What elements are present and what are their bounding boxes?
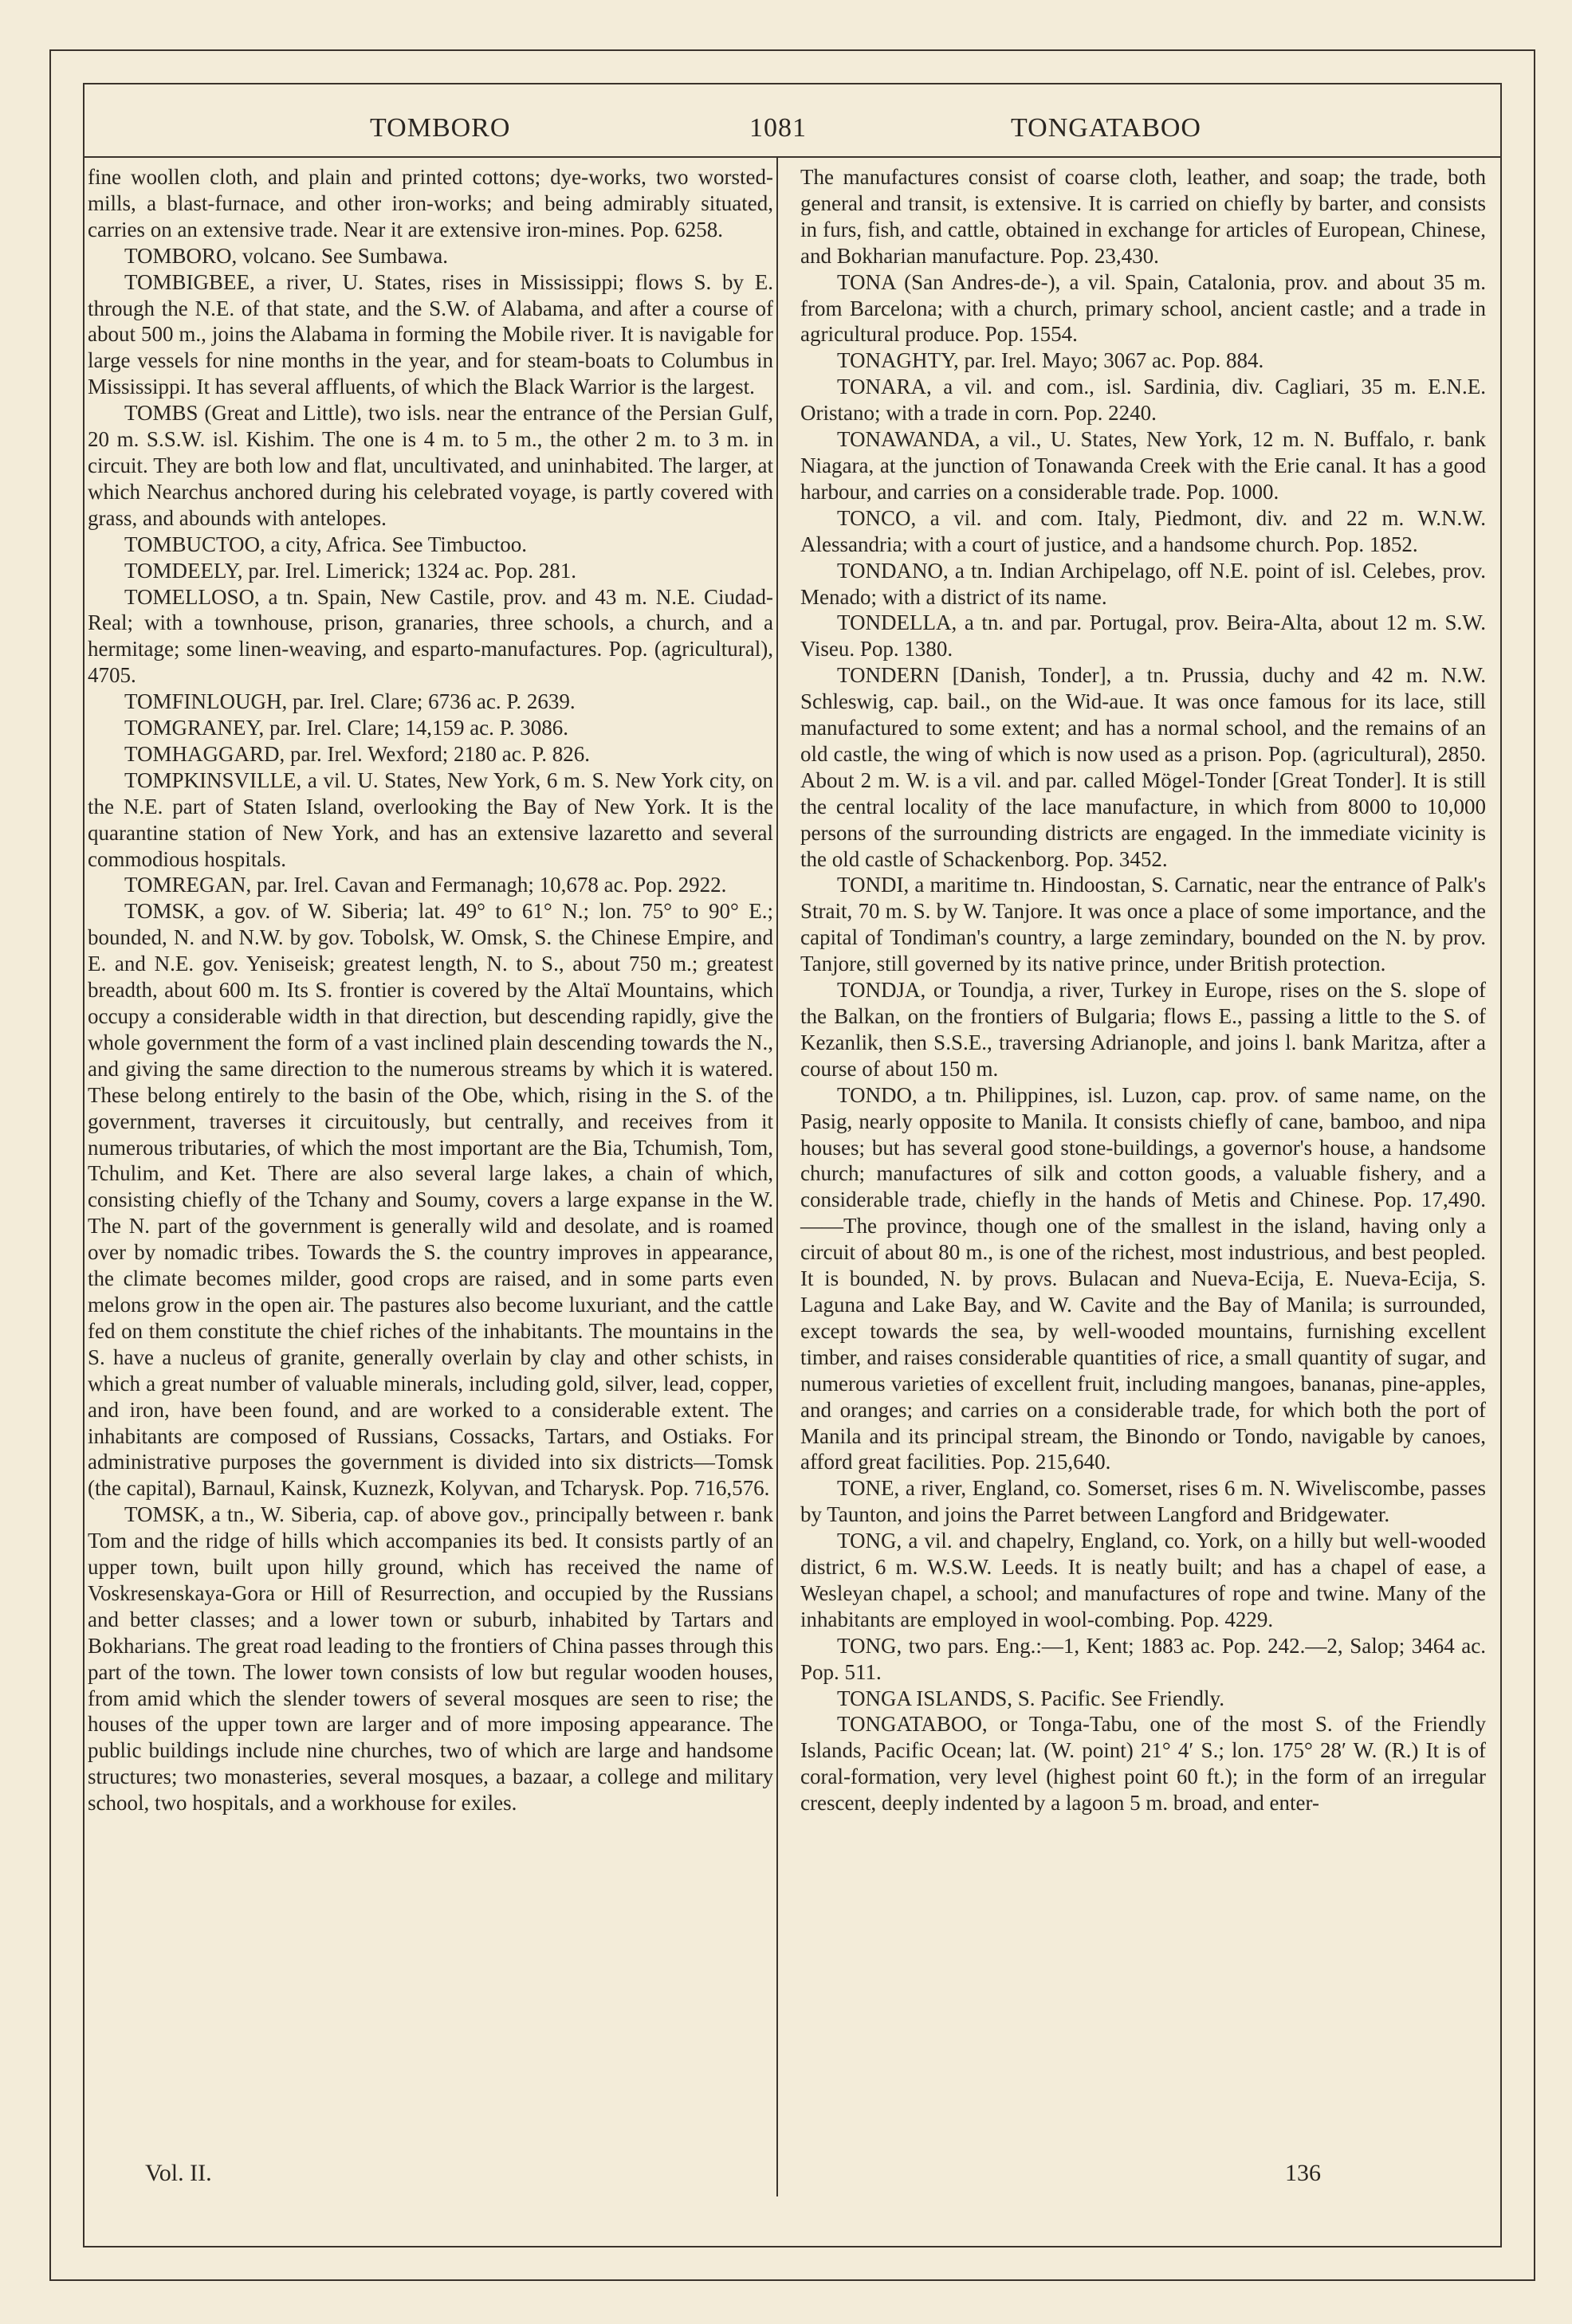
- left-column: [88, 164, 773, 1816]
- entry-paragraph: TONG, two pars. Eng.:—1, Kent; 1883 ac. Pop. 242.—2, Salop; 3464 ac. Pop. 511.: [800, 1633, 1486, 1684]
- entry-paragraph: TONGA ISLANDS, S. Pacific. See Friendly.: [837, 1686, 1224, 1710]
- entry-paragraph: TONDELLA, a tn. and par. Portugal, prov. Beira-Alta, about 12 m. S.W. Viseu. Pop. 1380.: [800, 610, 1486, 661]
- entry-paragraph: TOMBS (Great and Little), two isls. near the entrance of the Persian Gulf, 20 m. S.S.W. isl. Kishim. The one is 4 m. to 5 m., the other 2 m. to 3 m. in circuit. They are both low and flat, uncultivated, and uninhabited. The larger, at which Nearchus anchored during his celebrated voyage, is partly covered with grass, and abounds with antelopes.: [88, 401, 773, 530]
- entry-paragraph: TOMREGAN, par. Irel. Cavan and Fermanagh; 10,678 ac. Pop. 2922.: [124, 873, 727, 897]
- running-header: [83, 105, 1502, 153]
- signature-mark: 136: [1285, 2160, 1321, 2186]
- entry-paragraph: TOMSK, a gov. of W. Siberia; lat. 49° to 61° N.; lon. 75° to 90° E.; bounded, N. and N.W. by gov. Tobolsk, W. Omsk, S. the Chinese Empire, and E. and N.E. gov. Yeniseisk; greatest length, N. to S., about 750 m.; greatest breadth, about 600 m. Its S. frontier is covered by the Altaï Mountains, which occupy a considerable width in that direction, but descending rapidly, give the whole government the form of a vast inclined plain descending towards the N., and giving the same direction to the numerous streams by which it is watered. These belong entirely to the basin of the Obe, which, rising in the S. of the government, traverses it circuitously, but centrally, and receives from it numerous tributaries, of which the most important are the Bia, Tchumish, Tom, Tchulim, and Ket. There are also several large lakes, a chain of which, consisting chiefly of the Tchany and Soumy, covers a large expanse in the W. The N. part of the government is generally wild and desolate, and is roamed over by nomadic tribes. Towards the S. the country improves in appearance, the climate becomes milder, good crops are raised, and in some parts even melons grow in the open air. The pastures also become luxuriant, and the cattle fed on them constitute the chief riches of the inhabitants. The mountains in the S. have a nucleus of granite, generally overlain by clay and other schists, in which a great number of valuable minerals, including gold, silver, lead, copper, and iron, have been found, and are worked to a considerable extent. The inhabitants are composed of Russians, Cossacks, Tartars, and Ostiaks. For administrative purposes the government is divided into six districts—Tomsk (the capital), Barnaul, Kainsk, Kuznezk, Kolyvan, and Tcharysk. Pop. 716,576.: [88, 899, 773, 1501]
- entry-paragraph: TONA (San Andres-de-), a vil. Spain, Catalonia, prov. and about 35 m. from Barcelona; with a church, primary school, ancient castle; and a trade in agricultural produce. Pop. 1554.: [800, 269, 1486, 347]
- entry-paragraph: TONG, a vil. and chapelry, England, co. York, on a hilly but well-wooded district, 6 m. W.S.W. Leeds. It is neatly built; and has a chapel of ease, a Wesleyan chapel, a school; and manufactures of rope and twine. Many of the inhabitants are employed in wool-combing. Pop. 4229.: [800, 1529, 1486, 1631]
- entry-paragraph: TOMSK, a tn., W. Siberia, cap. of above gov., principally between r. bank Tom and the ridge of hills which accompanies its bed. It consists partly of an upper town, built upon hilly ground, which has received the name of Voskresenskaya-Gora or Hill of Resurrection, and occupied by the Russians and better classes; and a lower town or suburb, inhabited by Tartars and Bokharians. The great road leading to the frontiers of China passes through this part of the town. The lower town consists of low but regular wooden houses, from amid which the slender towers of several mosques are seen to rise; the houses of the upper town are larger and of more imposing appearance. The public buildings include nine churches, two of which are large and handsome structures; two monasteries, several mosques, a bazaar, a college and military school, two hospitals, and a workhouse for exiles.: [88, 1502, 773, 1816]
- entry-paragraph: TOMBUCTOO, a city, Africa. See Timbuctoo.: [124, 532, 527, 556]
- entry-paragraph: TOMDEELY, par. Irel. Limerick; 1324 ac. Pop. 281.: [124, 558, 576, 583]
- entry-paragraph: TOMPKINSVILLE, a vil. U. States, New York, 6 m. S. New York city, on the N.E. part of Staten Island, overlooking the Bay of New York. It is the quarantine station of New York, and has an extensive lazaretto and several commodious hospitals.: [88, 767, 773, 871]
- entry-paragraph: TOMELLOSO, a tn. Spain, New Castile, prov. and 43 m. N.E. Ciudad-Real; with a townhouse, prison, granaries, three schools, a church, and a hermitage; some linen-weaving, and esparto-manufactures. Pop. (agricultural), 4705.: [88, 584, 773, 688]
- column-divider: [776, 156, 778, 2196]
- header-right-term: TONGATABOO: [1011, 113, 1201, 143]
- right-column: [800, 164, 1486, 1816]
- entry-paragraph: TONARA, a vil. and com., isl. Sardinia, div. Cagliari, 35 m. E.N.E. Oristano; with a trade in corn. Pop. 2240.: [800, 375, 1486, 426]
- entry-paragraph: TONDI, a maritime tn. Hindoostan, S. Carnatic, near the entrance of Palk's Strait, 70 m. S. by W. Tanjore. It was once a place of some importance, and the capital of Tondiman's country, a large zemindary, bounded on the N. by prov. Tanjore, still governed by its native prince, under British protection.: [800, 873, 1486, 976]
- entry-paragraph: TOMBORO, volcano. See Sumbawa.: [124, 243, 448, 268]
- entry-paragraph: TONCO, a vil. and com. Italy, Piedmont, div. and 22 m. W.N.W. Alessandria; with a court of justice, and a handsome church. Pop. 1852.: [800, 505, 1486, 556]
- entry-paragraph: TONAWANDA, a vil., U. States, New York, 12 m. N. Buffalo, r. bank Niagara, at the junction of Tonawanda Creek with the Erie canal. It has a good harbour, and carries on a considerable trade. Pop. 1000.: [800, 427, 1486, 504]
- volume-label: Vol. II.: [145, 2160, 212, 2186]
- entry-paragraph: TONDERN [Danish, Tonder], a tn. Prussia, duchy and 42 m. N.W. Schleswig, cap. bail., on the Wid-aue. It was once famous for its lace, still manufactured to some extent; and has a normal school, and the remains of an old castle, the wing of which is now used as a prison. Pop. (agricultural), 2850. About 2 m. W. is a vil. and par. called Mögel-Tonder [Great Tonder]. It is still the central locality of the lace manufacture, in which from 8000 to 10,000 persons of the surrounding districts are engaged. In the immediate vicinity is the old castle of Schackenborg. Pop. 3452.: [800, 663, 1486, 871]
- entry-paragraph: TONDJA, or Toundja, a river, Turkey in Europe, rises on the S. slope of the Balkan, on the frontiers of Bulgaria; flows E., passing a little to the S. of Kezanlik, then S.S.E., traversing Adrianople, and joins l. bank Maritza, after a course of about 150 m.: [800, 978, 1486, 1081]
- entry-paragraph: TOMBIGBEE, a river, U. States, rises in Mississippi; flows S. by E. through the N.E. of that state, and the S.W. of Alabama, and after a course of about 500 m., joins the Alabama in forming the Mobile river. It is navigable for large vessels for nine months in the year, and for steam-boats to Columbus in Mississippi. It has several affluents, of which the Black Warrior is the largest.: [88, 269, 773, 399]
- entry-paragraph: TONGATABOO, or Tonga-Tabu, one of the most S. of the Friendly Islands, Pacific Ocean; lat. (W. point) 21° 4′ S.; lon. 175° 28′ W. (R.) It is of coral-formation, very level (highest point 60 ft.); in the form of an irregular crescent, deeply indented by a lagoon 5 m. broad, and enter-: [800, 1712, 1486, 1816]
- entry-paragraph: TONDANO, a tn. Indian Archipelago, off N.E. point of isl. Celebes, prov. Menado; with a district of its name.: [800, 558, 1486, 609]
- entry-paragraph: The manufactures consist of coarse cloth, leather, and soap; the trade, both general and transit, is extensive. It is carried on chiefly by barter, and consists in furs, fish, and cattle, obtained in exchange for articles of European, Chinese, and Bokharian manufacture. Pop. 23,430.: [800, 165, 1486, 268]
- entry-paragraph: fine woollen cloth, and plain and printed cottons; dye-works, two worsted-mills, a blast-furnace, and other iron-works; and being admirably situated, carries on an extensive trade. Near it are extensive iron-mines. Pop. 6258.: [88, 165, 773, 241]
- entry-paragraph: TONDO, a tn. Philippines, isl. Luzon, cap. prov. of same name, on the Pasig, nearly opposite to Manila. It consists chiefly of cane, bamboo, and nipa houses; but has several good stone-buildings, a governor's house, a handsome church; manufactures of silk and cotton goods, a valuable fishery, and a considerable trade, chiefly in the hands of Metis and Chinese. Pop. 17,490.——The province, though one of the smallest in the island, having only a circuit of about 80 m., is one of the richest, most industrious, and best peopled. It is bounded, N. by provs. Bulacan and Nueva-Ecija, E. Nueva-Ecija, S. Laguna and Lake Bay, and W. Cavite and the Bay of Manila; is surrounded, except towards the sea, by well-wooded mountains, furnishing excellent timber, and raises considerable quantities of rice, a small quantity of sugar, and numerous varieties of excellent fruit, including mangoes, bananas, pine-apples, and oranges; and carries on a considerable trade, for which both the port of Manila and its principal stream, the Binondo or Tondo, navigable by canoes, afford great facilities. Pop. 215,640.: [800, 1082, 1486, 1474]
- page-number: 1081: [749, 113, 807, 143]
- entry-paragraph: TOMGRANEY, par. Irel. Clare; 14,159 ac. P. 3086.: [124, 716, 568, 740]
- header-rule: [83, 156, 1502, 158]
- entry-paragraph: TONAGHTY, par. Irel. Mayo; 3067 ac. Pop. 884.: [837, 348, 1264, 373]
- entry-paragraph: TOMHAGGARD, par. Irel. Wexford; 2180 ac. P. 826.: [124, 741, 591, 766]
- header-left-term: TOMBORO: [370, 113, 511, 143]
- entry-paragraph: TOMFINLOUGH, par. Irel. Clare; 6736 ac. P. 2639.: [124, 689, 576, 714]
- entry-paragraph: TONE, a river, England, co. Somerset, rises 6 m. N. Wiveliscombe, passes by Taunton, and joins the Parret between Langford and Bridgewater.: [800, 1476, 1486, 1527]
